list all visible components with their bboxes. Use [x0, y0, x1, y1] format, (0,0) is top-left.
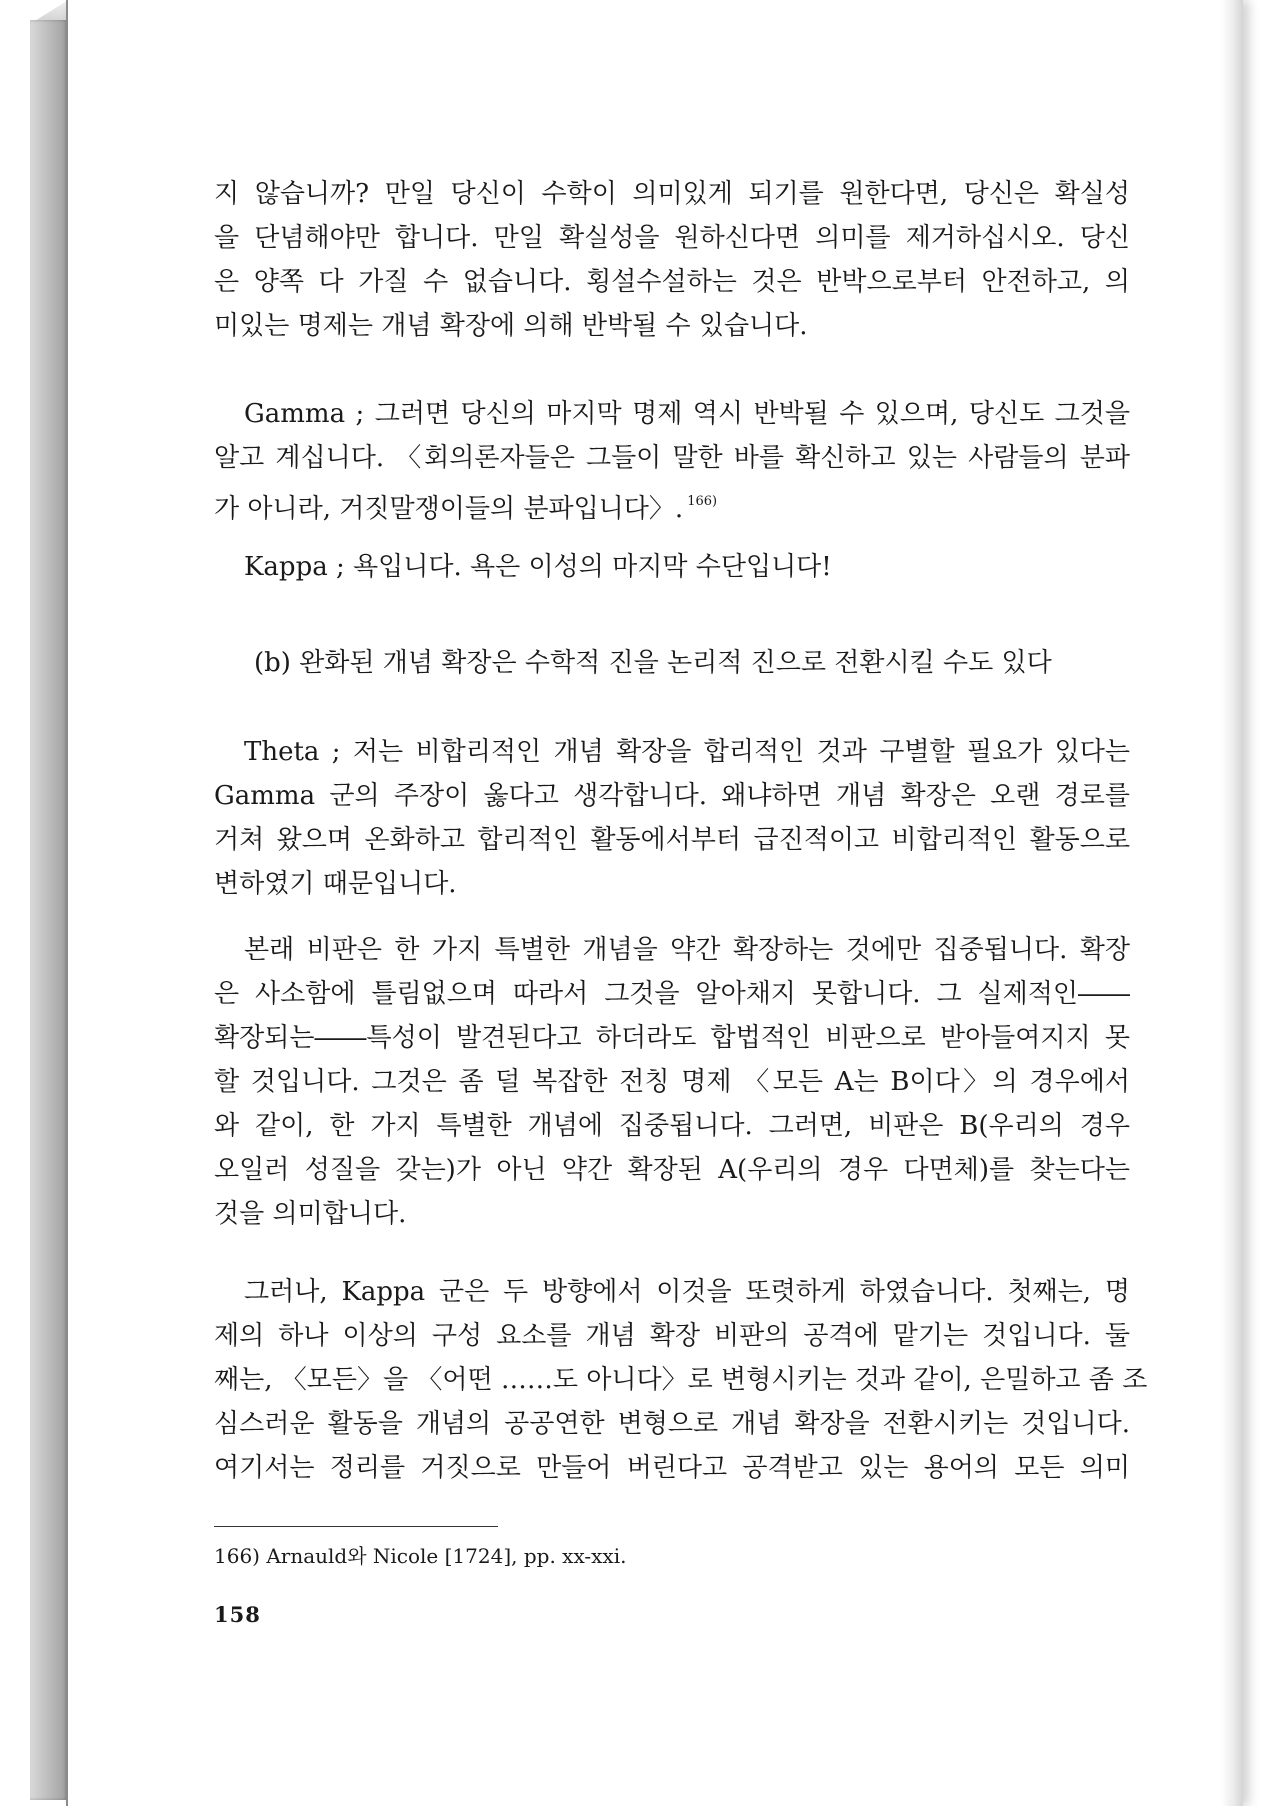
text-line-content: 가 아니라, 거짓말쟁이들의 분파입니다〉.	[214, 494, 684, 524]
text-line: 을 단념해야만 합니다. 만일 확실성을 원하신다면 의미를 제거하십시오. 당신	[214, 223, 1130, 253]
footnote-166: 166) Arnauld와 Nicole [1724], pp. xx-xxi.	[214, 1544, 627, 1568]
text-line: 할 것입니다. 그것은 좀 덜 복잡한 전칭 명제 〈모든 A는 B이다〉의 경우에서	[214, 1067, 1130, 1097]
text-line: 심스러운 활동을 개념의 공공연한 변형으로 개념 확장을 전환시키는 것입니다.	[214, 1409, 1130, 1439]
text-line: Gamma ; 그러면 당신의 마지막 명제 역시 반박될 수 있으며, 당신도 그것을	[244, 399, 1130, 429]
text-line: 본래 비판은 한 가지 특별한 개념을 약간 확장하는 것에만 집중됩니다. 확장	[244, 935, 1130, 965]
footnote-reference: 166)	[687, 494, 718, 509]
page-edge	[1221, 0, 1243, 1806]
text-line: 그러나, Kappa 군은 두 방향에서 이것을 또렷하게 하였습니다. 첫째는, 명	[244, 1277, 1130, 1307]
paragraph-kappa	[214, 545, 1130, 589]
text-line: 거쳐 왔으며 온화하고 합리적인 활동에서부터 급진적이고 비합리적인 활동으로	[214, 825, 1130, 855]
text-line: 제의 하나 이상의 구성 요소를 개념 확장 비판의 공격에 맡기는 것입니다. 둘	[214, 1321, 1130, 1351]
text-line: 와 같이, 한 가지 특별한 개념에 집중됩니다. 그러면, 비판은 B(우리의 경우	[214, 1111, 1130, 1141]
section-heading: (b) 완화된 개념 확장은 수학적 진을 논리적 진으로 전환시킬 수도 있다	[254, 648, 1052, 678]
paragraph-criticism	[214, 928, 1130, 1236]
paragraph-theta	[214, 730, 1130, 906]
text-line: 알고 계십니다. 〈회의론자들은 그들이 말한 바를 확신하고 있는 사람들의 분파	[214, 443, 1130, 473]
text-line: 지 않습니까? 만일 당신이 수학이 의미있게 되기를 원한다면, 당신은 확실성	[214, 179, 1130, 209]
page-number: 158	[214, 1602, 261, 1627]
text-line: 은 사소함에 틀림없으며 따라서 그것을 알아채지 못합니다. 그 실제적인――	[214, 979, 1130, 1009]
text-line: Kappa ; 욕입니다. 욕은 이성의 마지막 수단입니다!	[244, 552, 832, 582]
book-spine	[30, 20, 68, 1800]
text-line: 확장되는――특성이 발견된다고 하더라도 합법적인 비판으로 받아들여지지 못	[214, 1023, 1130, 1053]
text-line	[214, 480, 1130, 524]
text-line: 미있는 명제는 개념 확장에 의해 반박될 수 있습니다.	[214, 311, 808, 341]
text-line: 째는, 〈모든〉을 〈어떤 ……도 아니다〉로 변형시키는 것과 같이, 은밀하고 좀 조	[214, 1365, 1148, 1395]
text-line: 은 양쪽 다 가질 수 없습니다. 횡설수설하는 것은 반박으로부터 안전하고, 의	[214, 267, 1130, 297]
text-line: Theta ; 저는 비합리적인 개념 확장을 합리적인 것과 구별할 필요가 있다는	[244, 737, 1130, 767]
text-line: Gamma 군의 주장이 옳다고 생각합니다. 왜냐하면 개념 확장은 오랜 경로를	[214, 781, 1130, 811]
paragraph-kappa-directions	[214, 1270, 1148, 1490]
paragraph-continuation	[214, 172, 1130, 348]
footnote-divider	[214, 1526, 498, 1527]
text-line: 것을 의미합니다.	[214, 1199, 407, 1229]
text-line: 오일러 성질을 갖는)가 아닌 약간 확장된 A(우리의 경우 다면체)를 찾는다는	[214, 1155, 1130, 1185]
paragraph-gamma	[214, 392, 1130, 524]
text-line: 변하였기 때문입니다.	[214, 869, 457, 899]
text-line: 여기서는 정리를 거짓으로 만들어 버린다고 공격받고 있는 용어의 모든 의미	[214, 1453, 1130, 1483]
